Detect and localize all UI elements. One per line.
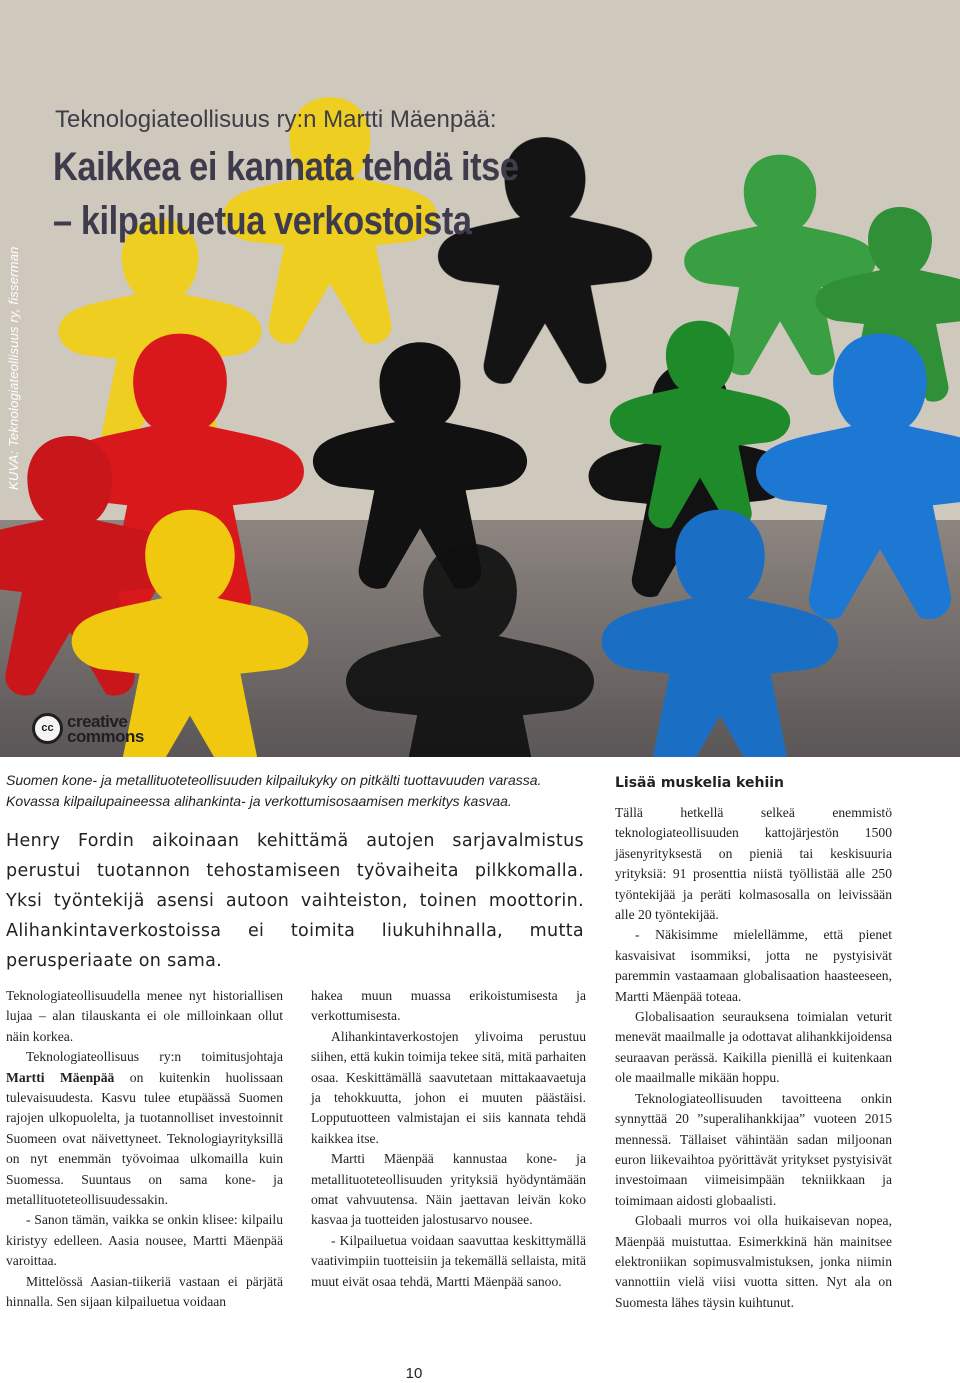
body-paragraph: - Kilpailuetua voidaan saavuttaa keskittymällä vaativimpiin tuotteisiin ja tekemällä sellaista, mitä muut eivät osaa tehdä, Martti Mäenpää sanoo. bbox=[311, 1232, 586, 1289]
sidebar-paragraph: - Näkisimme mielellämme, että pienet kasvaisivat isommiksi, jotta ne pystyisivät paremmin vastaamaan globalisaation haasteeseen, Martti Mäenpää toteaa. bbox=[615, 927, 892, 1004]
article-kicker: Teknologiateollisuus ry:n Martti Mäenpää: bbox=[55, 106, 497, 133]
lead-paragraph: Henry Fordin aikoinaan kehittämä autojen sarjavalmistus perustui tuotannon tehostamiseen työvaiheita pilkkomalla. Yksi työntekijä asensi autoon vaihteiston, toinen moottorin. Alihankintaverkostoissa ei toimita liukuhihnalla, mutta perusperiaate on sama. bbox=[6, 831, 584, 971]
sidebar-paragraph: Teknologiateollisuuden tavoitteena onkin synnyttää 20 ”superalihankkijaa” vuoteen 2015 mennessä. Tällaiset vähintään sadan miljoonan euron liikevaihtoa pyörittävät yritykset pystyisivät investoimaan viimeisimpään tekniikkaan ja toimimaan aidosti globaalisti. bbox=[615, 1090, 892, 1208]
body-column-2 bbox=[311, 986, 586, 1292]
photo-credit: KUVA: Teknologiateollisuus ry, fisserman bbox=[6, 246, 21, 490]
sidebar-heading: Lisää muskelia kehiin bbox=[615, 775, 785, 791]
sidebar-paragraph: Globaali murros voi olla huikaisevan nopea, Mäenpää muistuttaa. Esimerkkinä hän mainitsee elektroniikan sopimusvalmistuksen, jonka niimin vannottiin vielä viisi vuotta sitten. Nyt ala on Suomesta lähes täysin kuihtunut. bbox=[615, 1213, 892, 1310]
cc-icon: cc bbox=[32, 713, 63, 744]
body-paragraph: Martti Mäenpää kannustaa kone- ja metallituoteteollisuuden yrityksiä hyödyntämään omat vahvuutensa. Näin jaettavan leivän koko kasvaa ja tuotteiden jalostusarvo nousee. bbox=[311, 1151, 586, 1228]
sidebar-column bbox=[615, 803, 892, 1313]
headline-line-1: Kaikkea ei kannata tehdä itse bbox=[53, 145, 519, 189]
body-paragraph: Mittelössä Aasian-tiikeriä vastaan ei pärjätä hinnalla. Sen sijaan kilpailuetua voidaan bbox=[6, 1273, 283, 1310]
caption-line-2: Kovassa kilpailupaineessa alihankinta- ja verkottumisosaamisen merkitys kasvaa. bbox=[6, 793, 512, 809]
body-column-1 bbox=[6, 986, 283, 1313]
caption-line-1: Suomen kone- ja metallituoteteollisuuden kilpailukyky on pitkälti tuottavuuden varassa. bbox=[6, 772, 542, 788]
body-paragraph: hakea muun muassa erikoistumisesta ja verkottumisesta. bbox=[311, 988, 586, 1024]
person-name: Martti Mäenpää bbox=[6, 1069, 115, 1085]
headline-line-2: – kilpailuetua verkostoista bbox=[53, 199, 472, 243]
body-paragraph: Teknologiateollisuus ry:n toimitusjohtaja Martti Mäenpää on kuitenkin huolissaan tulevaisuudesta. Kasvu tulee etupäässä Suomen rajojen ulkopuolelta, ja tuotannolliset investoinnit Suomeen ovat näivettyneet. Teknologiayrityksillä on nyt enemmän työvoimaa ulkomailla kuin Suomessa. Suuntaus on sama kone- ja metallituoteteollisuudessakin. bbox=[6, 1049, 284, 1208]
page-number: 10 bbox=[405, 1365, 423, 1382]
cc-wordmark: creative commons bbox=[67, 711, 144, 746]
creative-commons-logo bbox=[32, 713, 144, 744]
body-paragraph: - Sanon tämän, vaikka se onkin klisee: kilpailu kiristyy edelleen. Aasia nousee, Martti Mäenpää varoittaa. bbox=[6, 1212, 283, 1269]
body-paragraph: Alihankintaverkostojen ylivoima perustuu siihen, että kukin toimija tekee sitä, mitä parhaiten osaa. Keskittämällä saavutetaan mittakaavaetuja ja tehokkuutta, johon ei muuten päästäisi. Lopputuotteen valmistajan ei siis kannata tehdä kaikkea itse. bbox=[311, 1028, 586, 1146]
photo-caption bbox=[6, 770, 586, 812]
body-paragraph: Teknologiateollisuudella menee nyt historiallisen lujaa – alan tilauskanta ei ole milloinkaan ollut näin korkea. bbox=[6, 988, 283, 1044]
sidebar-paragraph: Globalisaation seurauksena toimialan veturit menevät maailmalle ja odottavat alihankkijoidensa seuraavan perässä. Kaikilla pienillä ei kuitenkaan ole maailmalle mikään hoppu. bbox=[615, 1009, 892, 1086]
article-headline bbox=[53, 140, 519, 248]
sidebar-paragraph: Tällä hetkellä selkeä enemmistö teknologiateollisuuden kattojärjestön 1500 jäsenyrityksestä on pieniä tai keskisuuria yrityksiä: 91 prosenttia niistä työllistää alle 250 työntekijää ja peräti kolmasosalla on leivissään alle 20 työntekijää. bbox=[615, 805, 892, 923]
